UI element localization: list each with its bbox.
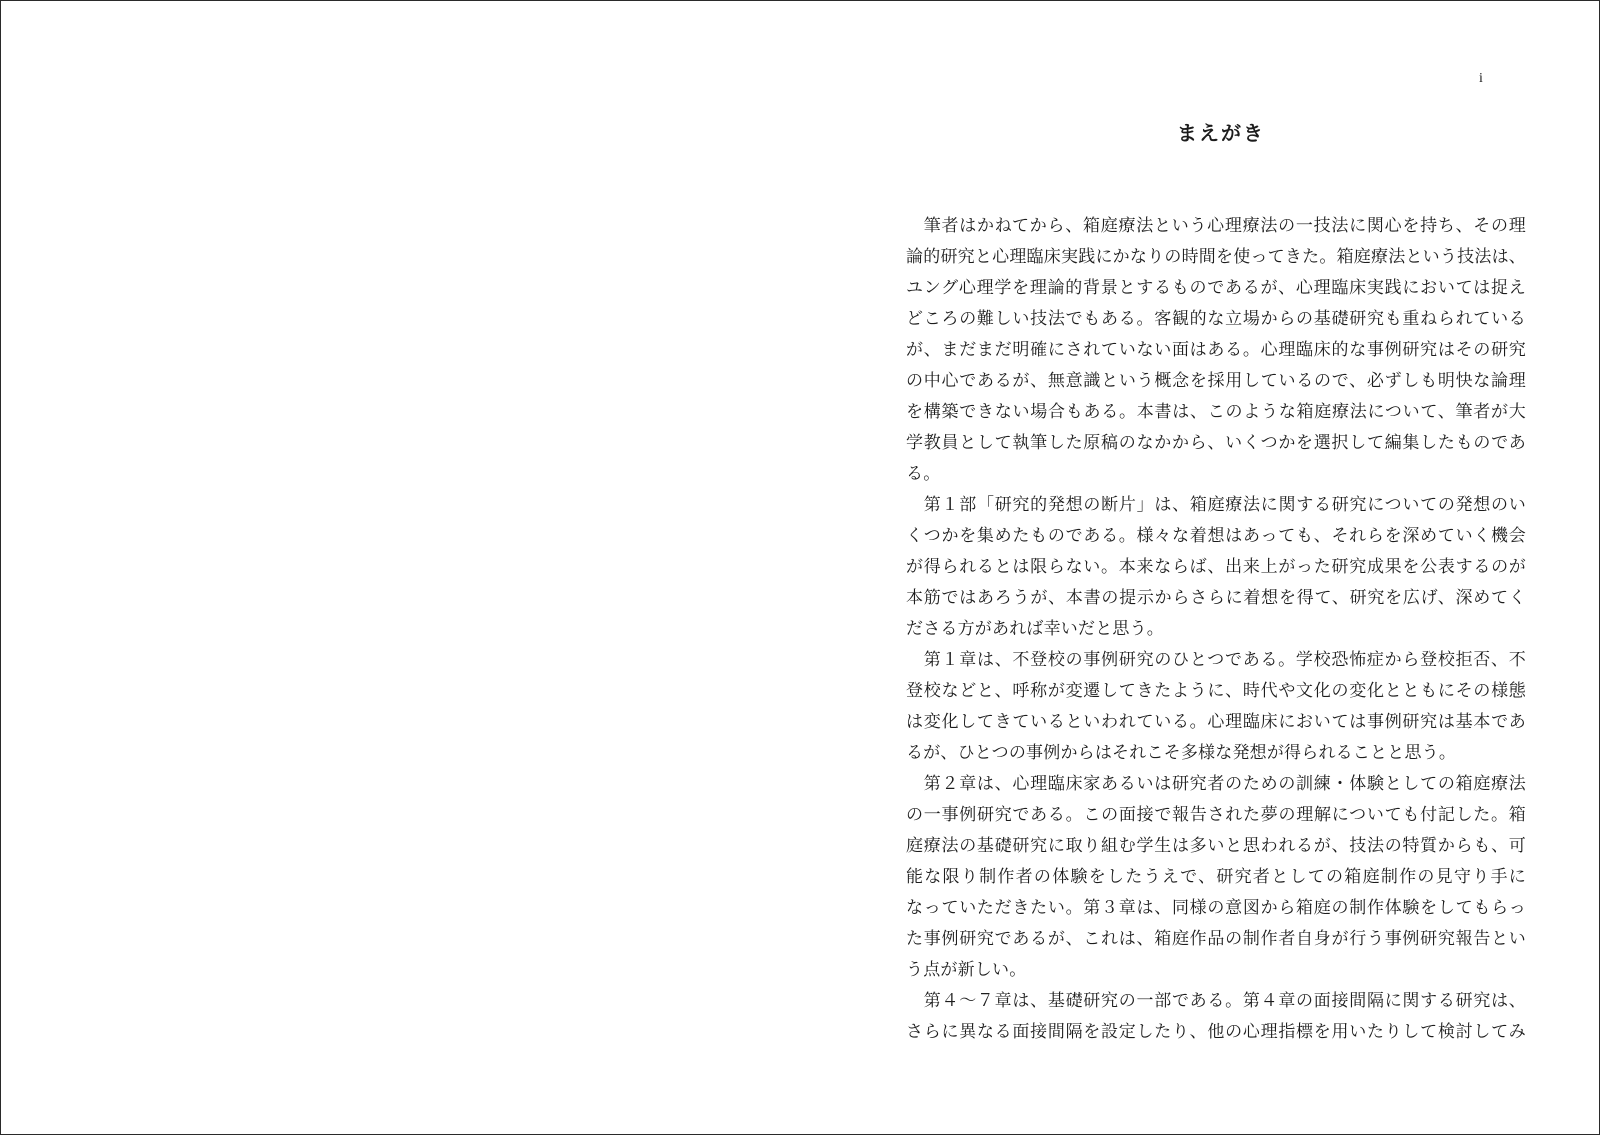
text-line: は変化してきているといわれている。心理臨床においては事例研究は基本であ (906, 712, 1526, 732)
chapter-title: まえがき (1177, 121, 1265, 145)
text-line: ユング心理学を理論的背景とするものであるが、心理臨床実践においては捉え (906, 278, 1526, 298)
text-line: どころの難しい技法でもある。客観的な立場からの基礎研究も重ねられている (906, 309, 1526, 329)
text-line: るが、ひとつの事例からはそれこそ多様な発想が得られることと思う。 (906, 743, 1457, 763)
text-line: の中心であるが、無意識という概念を採用しているので、必ずしも明快な論理 (906, 371, 1526, 391)
text-line: が得られるとは限らない。本来ならば、出来上がった研究成果を公表するのが (906, 557, 1526, 577)
left-page-blank (1, 1, 800, 1134)
text-line: う点が新しい。 (906, 960, 1027, 980)
text-line: 筆者はかねてから、箱庭療法という心理療法の一技法に関心を持ち、その理 (906, 216, 1526, 236)
text-line: 本筋ではあろうが、本書の提示からさらに着想を得て、研究を広げ、深めてく (906, 588, 1526, 608)
text-line: を構築できない場合もある。本書は、このような箱庭療法について、筆者が大 (906, 402, 1526, 422)
text-line: 第１章は、不登校の事例研究のひとつである。学校恐怖症から登校拒否、不 (906, 650, 1526, 670)
text-line: ださる方があれば幸いだと思う。 (906, 619, 1164, 639)
text-line: 論的研究と心理臨床実践にかなりの時間を使ってきた。箱庭療法という技法は、 (906, 247, 1526, 267)
text-line: 第１部「研究的発想の断片」は、箱庭療法に関する研究についての発想のい (906, 495, 1526, 515)
text-line: の一事例研究である。この面接で報告された夢の理解についても付記した。箱 (906, 805, 1526, 825)
page-number: i (1479, 71, 1483, 86)
text-line: 能な限り制作者の体験をしたうえで、研究者としての箱庭制作の見守り手に (906, 867, 1526, 887)
text-line: る。 (906, 464, 941, 484)
text-line: た事例研究であるが、これは、箱庭作品の制作者自身が行う事例研究報告とい (906, 929, 1526, 949)
body-text (906, 211, 1526, 1048)
text-line: 登校などと、呼称が変遷してきたように、時代や文化の変化とともにその様態 (906, 681, 1526, 701)
text-line: が、まだまだ明確にされていない面はある。心理臨床的な事例研究はその研究 (906, 340, 1526, 360)
text-line: くつかを集めたものである。様々な着想はあっても、それらを深めていく機会 (906, 526, 1526, 546)
text-line: 第２章は、心理臨床家あるいは研究者のための訓練・体験としての箱庭療法 (906, 774, 1526, 794)
text-line: なっていただきたい。第３章は、同様の意図から箱庭の制作体験をしてもらっ (906, 898, 1526, 918)
text-line: 第４～７章は、基礎研究の一部である。第４章の面接間隔に関する研究は、 (906, 991, 1526, 1011)
text-line: 庭療法の基礎研究に取り組む学生は多いと思われるが、技法の特質からも、可 (906, 836, 1526, 856)
text-line: 学教員として執筆した原稿のなかから、いくつかを選択して編集したものであ (906, 433, 1526, 453)
text-line: さらに異なる面接間隔を設定したり、他の心理指標を用いたりして検討してみ (906, 1022, 1526, 1042)
right-page (800, 1, 1599, 1134)
